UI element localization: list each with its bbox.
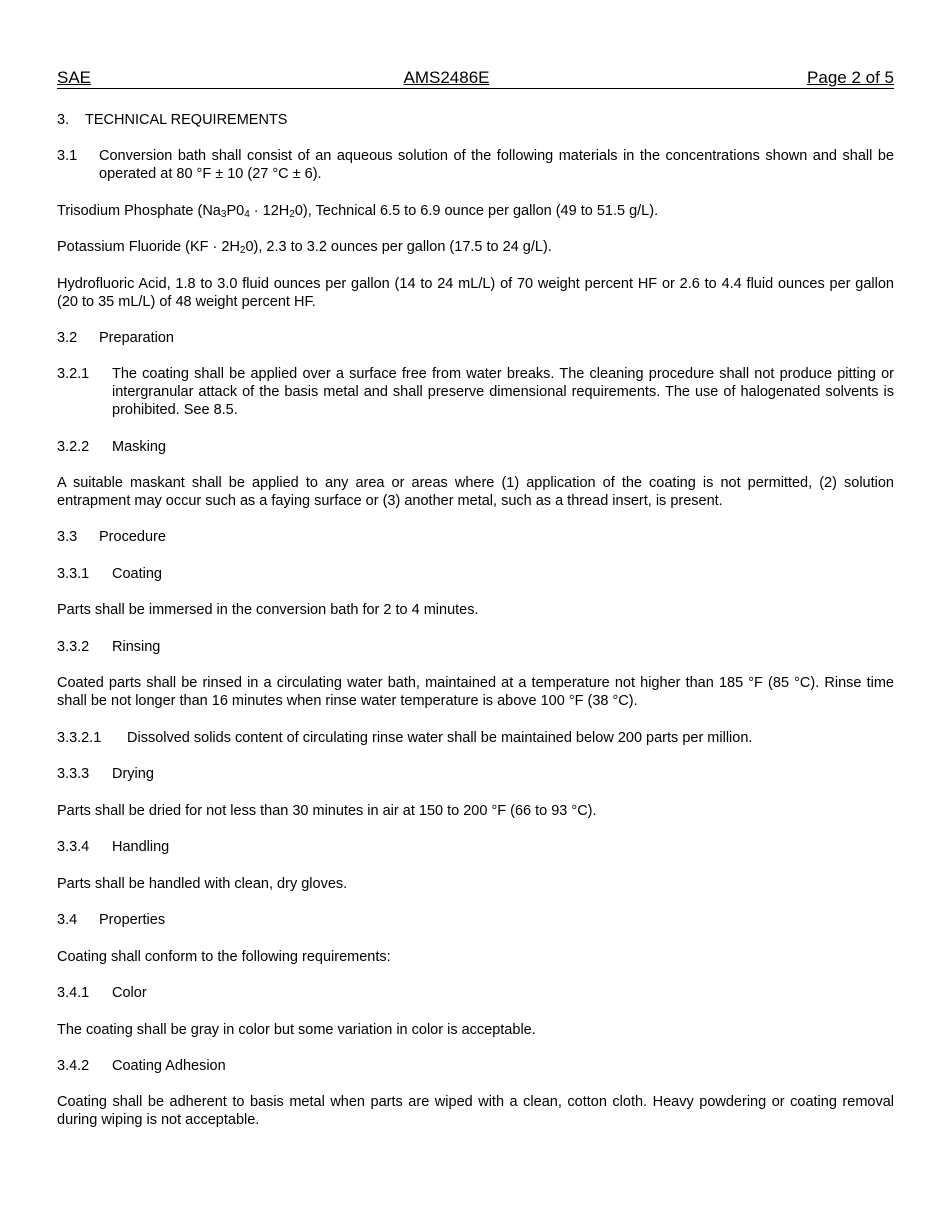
section-title: Rinsing [112, 639, 161, 655]
section-title: Procedure [99, 529, 166, 545]
section-3-4-1-text: The coating shall be gray in color but some variation in color is acceptable. [57, 1022, 536, 1038]
text-run: Potassium Fluoride (KF · 2H [57, 239, 240, 255]
section-3-3-4-text: Parts shall be handled with clean, dry gloves. [57, 876, 348, 892]
section-3-4-text: Coating shall conform to the following requirements: [57, 949, 391, 965]
section-3-2-heading [57, 329, 174, 347]
section-3-2-1 [57, 365, 894, 419]
section-3-3-1-text: Parts shall be immersed in the conversion bath for 2 to 4 minutes. [57, 602, 479, 618]
section-title: TECHNICAL REQUIREMENTS [85, 112, 288, 128]
section-title: Handling [112, 839, 170, 855]
section-number: 3.3.1 [57, 566, 90, 582]
section-3-3-1-heading [57, 565, 162, 583]
text-run: 0), 2.3 to 3.2 ounces per gallon (17.5 to 24 g/L). [245, 239, 552, 255]
section-number: 3.3.4 [57, 839, 90, 855]
section-3-heading [57, 111, 287, 129]
section-3-3-3-heading [57, 765, 154, 783]
subscript: 2 [239, 245, 246, 256]
text-run: Trisodium Phosphate (Na [57, 203, 221, 219]
section-3-4-2-text: Coating shall be adherent to basis metal when parts are wiped with a clean, cotton cloth. Heavy powdering or coating removal during wiping is not acceptable. [57, 1094, 894, 1128]
section-title: Coating Adhesion [112, 1058, 226, 1074]
section-title: Color [112, 985, 147, 1001]
subscript: 2 [289, 209, 295, 220]
header-org: SAE [57, 68, 92, 87]
section-3-3-2-text: Coated parts shall be rinsed in a circulating water bath, maintained at a temperature not higher than 185 °F (85 °C). Rinse time shall be not longer than 16 minutes when rinse water temperature is above 100 °F (38 °C). [57, 675, 894, 709]
section-number: 3.3.2 [57, 639, 90, 655]
section-title: Properties [99, 912, 166, 928]
section-3-4-heading [57, 911, 165, 929]
text-run: P0 [226, 203, 245, 219]
section-text: Dissolved solids content of circulating rinse water shall be maintained below 200 parts per million. [127, 730, 753, 746]
subscript: 4 [244, 209, 250, 220]
section-number: 3.3.3 [57, 766, 90, 782]
section-3-4-2-heading [57, 1057, 226, 1075]
section-3-2-2-text: A suitable maskant shall be applied to any area or areas where (1) application of the coating is not permitted, (2) solution entrapment may occur such as a faying surface or (3) another metal, such as a thread insert, is present. [57, 475, 894, 509]
header-page-number: Page 2 of 5 [807, 68, 894, 87]
section-number: 3.3.2.1 [57, 730, 102, 746]
text-run: 0), Technical 6.5 to 6.9 ounce per gallon (49 to 51.5 g/L). [294, 203, 659, 219]
section-3-3-heading [57, 528, 166, 546]
section-3-3-2-1 [57, 729, 752, 747]
material-trisodium-phosphate [57, 202, 894, 220]
text-run: · 12H [249, 203, 290, 219]
material-hydrofluoric-acid: Hydrofluoric Acid, 1.8 to 3.0 fluid ounces per gallon (14 to 24 mL/L) of 70 weight percent HF or 2.6 to 4.4 fluid ounces per gallon (20 to 35 mL/L) of 48 weight percent HF. [57, 276, 894, 310]
section-number: 3.1 [57, 148, 78, 164]
section-title: Masking [112, 439, 166, 455]
section-text: The coating shall be applied over a surface free from water breaks. The cleaning procedure shall not produce pitting or intergranular attack of the basis metal and shall preserve dimensional requirements. The use of halogenated solvents is prohibited. See 8.5. [112, 366, 894, 418]
section-3-1 [57, 147, 894, 183]
section-number: 3.4.2 [57, 1058, 90, 1074]
section-number: 3.4 [57, 912, 78, 928]
section-3-3-3-text: Parts shall be dried for not less than 30 minutes in air at 150 to 200 °F (66 to 93 °C). [57, 803, 597, 819]
section-number: 3.3 [57, 529, 78, 545]
section-number: 3. [57, 112, 70, 128]
section-3-3-4-heading [57, 838, 169, 856]
material-potassium-fluoride [57, 238, 894, 256]
subscript: 3 [220, 209, 227, 220]
section-3-2-2-heading [57, 438, 166, 456]
section-title: Drying [112, 766, 154, 782]
section-number: 3.2 [57, 330, 78, 346]
section-number: 3.4.1 [57, 985, 90, 1001]
section-3-3-2-heading [57, 638, 160, 656]
section-title: Coating [112, 566, 162, 582]
section-number: 3.2.2 [57, 439, 90, 455]
header-doc-id: AMS2486E [403, 68, 490, 87]
page-header [57, 68, 894, 89]
section-title: Preparation [99, 330, 174, 346]
section-number: 3.2.1 [57, 366, 90, 382]
section-3-4-1-heading [57, 984, 147, 1002]
section-text: Conversion bath shall consist of an aqueous solution of the following materials in the concentrations shown and shall be operated at 80 °F ± 10 (27 °C ± 6). [99, 148, 894, 182]
